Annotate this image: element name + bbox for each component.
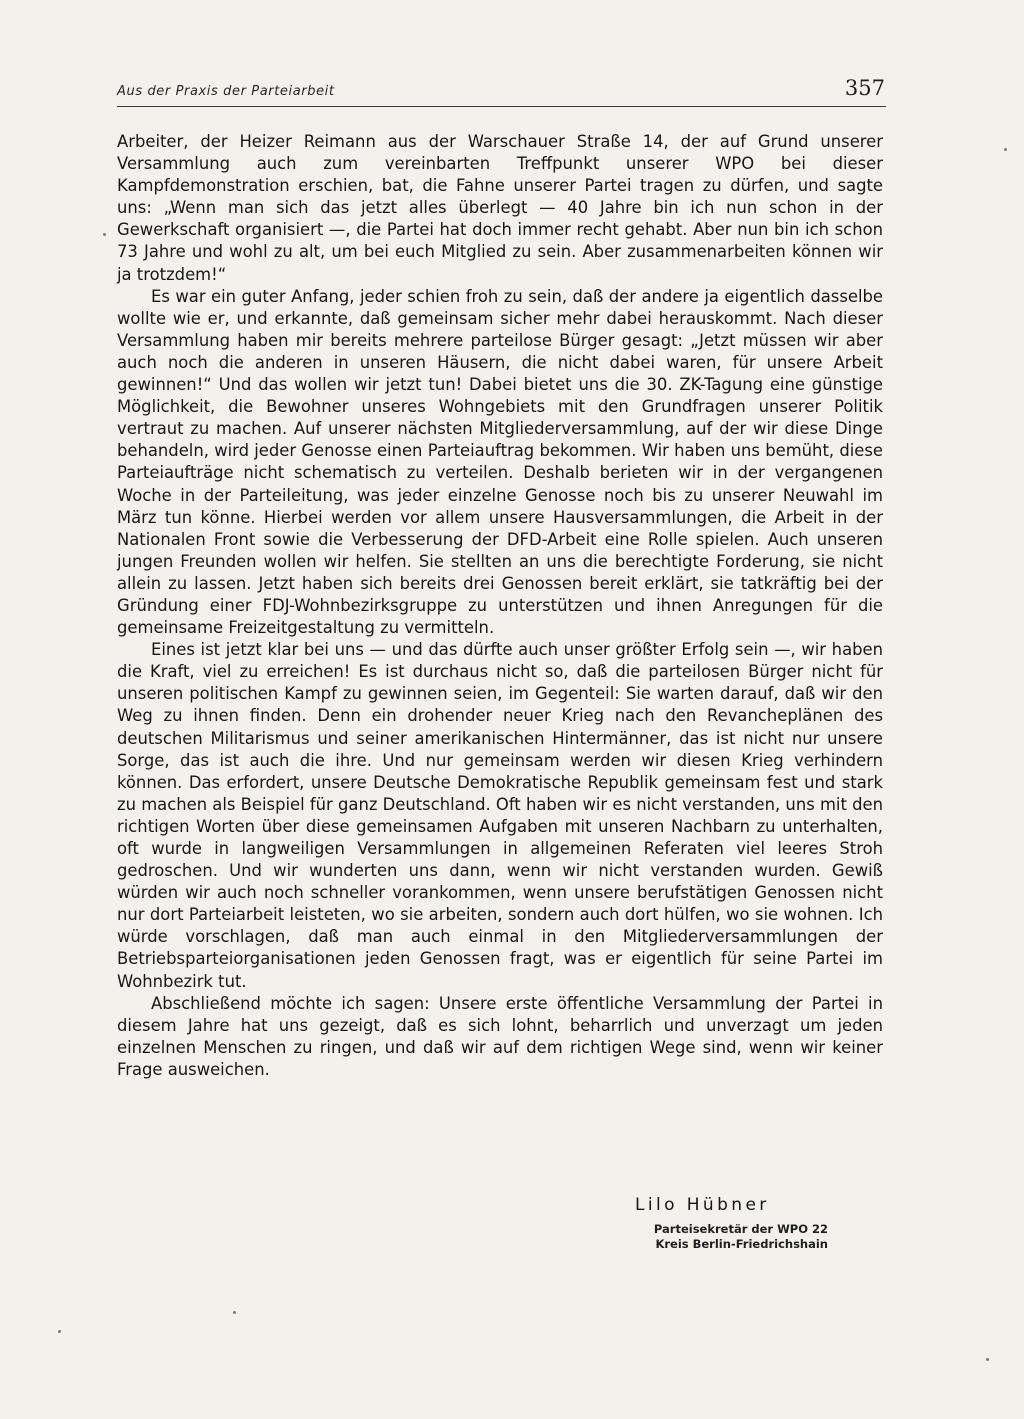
author-name: Lilo Hübner [635, 1195, 770, 1215]
print-speck [986, 1358, 989, 1361]
author-role [608, 1222, 828, 1252]
paragraph: Es war ein guter Anfang, jeder schien froh zu sein, daß der andere ja eigentlich dasselbe wollte wie er, und erkannte, daß gemeinsam sicher mehr dabei herauskommt. Nach dieser Versammlung haben mir bereits mehrere parteilose Bürger gesagt: „Jetzt müssen wir aber auch noch die anderen in unseren Häusern, die nicht dabei waren, für unsere Arbeit gewinnen!“ Und das wollen wir jetzt tun! Dabei bietet uns die 30. ZK-Tagung eine günstige Möglichkeit, die Bewohner unseres Wohngebiets mit den Grundfragen unserer Politik vertraut zu machen. Auf unserer nächsten Mitgliederversammlung, auf der wir diese Dinge behandeln, wird jeder Genosse einen Parteiauftrag bekommen. Wir haben uns bemüht, diese Parteiaufträge nicht schematisch zu verteilen. Deshalb berieten wir in der vergangenen Woche in der Parteileitung, was jeder einzelne Genosse noch bis zu unserer Neuwahl im März tun könne. Hierbei werden vor allem unsere Hausversammlungen, die Arbeit in der Nationalen Front sowie die Verbesserung der DFD-Arbeit eine Rolle spielen. Auch unseren jungen Freunden wollen wir helfen. Sie stellten an uns die berechtigte Forderung, sie nicht allein zu lassen. Jetzt haben sich bereits drei Genossen bereit erklärt, sie tatkräftig bei der Gründung einer FDJ-Wohnbezirksgruppe zu unterstützen und ihnen Anregungen für die gemeinsame Freizeitgestaltung zu vermitteln. [117, 286, 883, 638]
author-role-title: Parteisekretär der WPO 22 [653, 1222, 828, 1236]
author-role-district: Kreis Berlin-Friedrichshain [655, 1237, 828, 1251]
print-speck [1004, 148, 1007, 151]
page-number: 357 [844, 76, 885, 100]
print-speck [103, 233, 106, 236]
page-header [117, 76, 885, 106]
running-title: Aus der Praxis der Parteiarbeit [117, 84, 335, 99]
article-body [117, 131, 883, 1081]
print-speck [233, 1311, 236, 1314]
paragraph-continuation: Arbeiter, der Heizer Reimann aus der Warschauer Straße 14, der auf Grund unserer Versammlung auch zum vereinbarten Treffpunkt unserer WPO bei dieser Kampfdemonstration erschien, bat, die Fahne unserer Partei tragen zu dürfen, und sagte uns: „Wenn man sich das jetzt alles überlegt — 40 Jahre bin ich nun schon in der Gewerkschaft organisiert —, die Partei hat doch immer recht gehabt. Aber nun bin ich schon 73 Jahre und wohl zu alt, um bei euch Mitglied zu sein. Aber zusammenarbeiten können wir ja trotzdem!“ [117, 132, 883, 284]
paragraph-closing: Abschließend möchte ich sagen: Unsere erste öffentliche Versammlung der Partei in diesem Jahre hat uns gezeigt, daß es sich lohnt, beharrlich und unverzagt um jeden einzelnen Menschen zu ringen, und daß wir auf dem richtigen Wege sind, wenn wir keiner Frage ausweichen. [117, 993, 883, 1079]
header-rule [117, 106, 886, 107]
paragraph: Eines ist jetzt klar bei uns — und das dürfte auch unser größter Erfolg sein —, wir haben die Kraft, viel zu erreichen! Es ist durchaus nicht so, daß die parteilosen Bürger nicht für unseren politischen Kampf zu gewinnen seien, im Gegenteil: Sie warten darauf, daß wir den Weg zu ihnen finden. Denn ein drohender neuer Krieg nach den Revancheplänen des deutschen Militarismus und seiner amerikanischen Hintermänner, das ist nicht nur unsere Sorge, das ist auch die ihre. Und nur gemeinsam werden wir diesen Krieg verhindern können. Das erfordert, unsere Deutsche Demokratische Republik gemeinsam fest und stark zu machen als Beispiel für ganz Deutschland. Oft haben wir es nicht verstanden, uns mit den richtigen Worten über diese gemeinsamen Aufgaben mit unseren Nachbarn zu unterhalten, oft wurde in langweiligen Versammlungen in allgemeinen Referaten viel leeres Stroh gedroschen. Und wir wunderten uns dann, wenn wir nicht verstanden wurden. Gewiß würden wir auch noch schneller vorankommen, wenn unsere berufstätigen Genossen nicht nur dort Parteiarbeit leisteten, wo sie arbeiten, sondern auch dort hülfen, wo sie wohnen. Ich würde vorschlagen, daß man auch einmal in den Mitgliederversammlungen der Betriebsparteiorganisationen jeden Genossen fragt, was er eigentlich für seine Partei im Wohnbezirk tut. [117, 640, 883, 991]
print-speck [58, 1330, 61, 1333]
